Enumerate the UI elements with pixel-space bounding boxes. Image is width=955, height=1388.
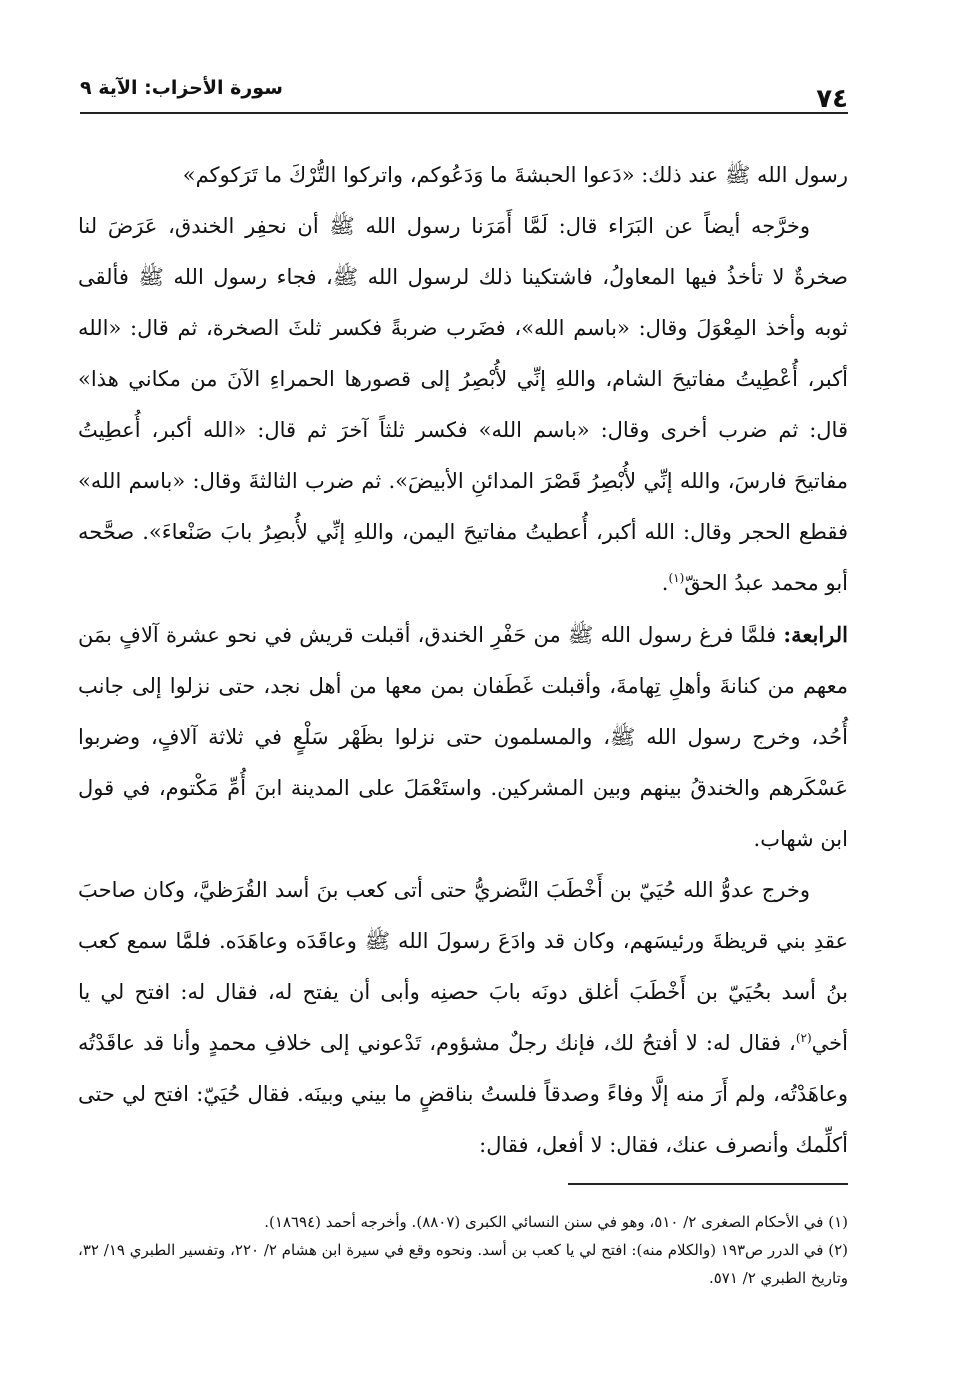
paragraph-1: رسول الله ﷺ عند ذلك: «دَعوا الحبشةَ ما وَدَعُوكم، واتركوا التُّرْكَ ما تَرَكوكم» [182, 163, 848, 187]
paragraph-4-text-b: ، فقال له: لا أفتحُ لك، فإنك رجلٌ مشؤوم، تَدْعوني إلى خلافِ محمدٍ وأنا قد عاقَدْتُه وعاهَدْتُه، ولم أَرَ منه إلَّا وفاءً وصدقاً فلستُ بناقضٍ ما بيني وبينَه. فقال حُيَيّ: افتح لي حتى أكلِّمك وأنصرف عنك، فقال: لا أفعل، فقال: [78, 1031, 848, 1157]
paragraph-2: وخرَّجه أيضاً عن البَرَاء قال: لَمَّا أَمَرَنا رسول الله ﷺ أن نحفِر الخندق، عَرَضَ لنا صخرةٌ لا تأخذُ فيها المعاولُ، فاشتكينا ذلك لرسول الله ﷺ، فجاء رسول الله ﷺ فألقى ثوبه وأخذ المِعْوَلَ وقال: «باسم الله»، فضَرب ضربةً فكسر ثلثَ الصخرة، ثم قال: «الله أكبر، أُعْطِيتُ مفاتيحَ الشام، واللهِ إنِّي لأُبْصِرُ إلى قصورها الحمراءِ الآنَ من مكاني هذا» قال: ثم ضرب أخرى وقال: «باسم الله» فكسر ثلثاً آخرَ ثم قال: «الله أكبر، أُعطِيتُ مفاتيحَ فارسَ، والله إنِّي لأُبْصِرُ قَصْرَ المدائنِ الأبيضَ». ثم ضرب الثالثةَ وقال: «باسم الله» فقطع الحجر وقال: الله أكبر، أُعطيتُ مفاتيحَ اليمن، واللهِ إنِّي لأُبصِرُ بابَ صَنْعاءَ». صحَّحه أبو محمد عبدُ الحقّ$^{(١)}$. [78, 214, 848, 595]
paragraph-3-lead: الرابعة: [783, 622, 848, 647]
page-header [80, 62, 848, 112]
paragraph-3 [78, 609, 848, 865]
paragraph-4-text-a: وخرج عدوُّ الله حُيَيّ بن أَخْطَبَ النَّضريُّ حتى أتى كعب بنَ أسد القُرَظيَّ، وكان صاحبَ عقدِ بني قريظةَ ورئيسَهم، وكان قد وادَعَ رسولَ الله ﷺ وعاقَدَه وعاهَدَه. فلمَّا سمع كعب بنُ أسد بحُيَيّ بن أَخْطَبَ أغلق دونَه بابَ حصنِه وأبى أن يفتح له، فقال له: افتح لي يا أخي [78, 878, 848, 1055]
footnote-ref-1[interactable]: (١) [668, 571, 685, 585]
paragraph-2-tail: صحَّحه أبو محمد عبدُ الحقّ [78, 520, 848, 595]
page-number: ٧٤ [816, 84, 848, 114]
main-text [78, 150, 848, 1171]
footnotes [78, 1208, 848, 1292]
footnote-ref-2[interactable]: (٢) [795, 1031, 812, 1045]
paragraph-2-text: وخرَّجه أيضاً عن البَرَاء قال: لَمَّا أَمَرَنا رسول الله ﷺ أن نحفِر الخندق، عَرَضَ لنا صخرةٌ لا تأخذُ فيها المعاولُ، فاشتكينا ذلك لرسول الله ﷺ، فجاء رسول الله ﷺ فألقى ثوبه وأخذ المِعْوَلَ وقال: «باسم الله»، فضَرب ضربةً فكسر ثلثَ الصخرة، ثم قال: «الله أكبر، أُعْطِيتُ مفاتيحَ الشام، واللهِ إنِّي لأُبْصِرُ إلى قصورها الحمراءِ الآنَ من مكاني هذا» قال: ثم ضرب أخرى وقال: «باسم الله» فكسر ثلثاً آخرَ ثم قال: «الله أكبر، أُعطِيتُ مفاتيحَ فارسَ، والله إنِّي لأُبْصِرُ قَصْرَ المدائنِ الأبيضَ». ثم ضرب الثالثةَ وقال: «باسم الله» فقطع الحجر وقال: الله أكبر، أُعطيتُ مفاتيحَ اليمن، واللهِ إنِّي لأُبصِرُ بابَ صَنْعاءَ». [78, 214, 848, 544]
footnote-rule [568, 1183, 848, 1185]
paragraph-4 [78, 865, 848, 1171]
footnote-2: (٢) في الدرر ص١٩٣ (والكلام منه): افتح لي يا كعب بن أسد. ونحوه وقع في سيرة ابن هشام ٢/ ٢٢٠، وتفسير الطبري ١٩/ ٣٢، وتاريخ الطبري ٢/ ٥٧١. [78, 1241, 849, 1287]
paragraph-3-text: فلمَّا فرغ رسول الله ﷺ من حَفْرِ الخندق، أقبلت قريش في نحو عشرة آلافٍ بمَن معهم من كنانةَ وأهلِ تِهامةَ، وأقبلت غَطَفان بمن معها من أهل نجد، حتى نزلوا إلى جانب أُحُد، وخرج رسول الله ﷺ، والمسلمون حتى نزلوا بظَهْر سَلْعٍ في ثلاثة آلافٍ، وضربوا عَسْكَرهم والخندقُ بينهم وبين المشركين. واستَعْمَلَ على المدينة ابنَ أُمِّ مَكْتوم، في قول ابن شهاب. [78, 623, 848, 851]
footnote-1: (١) في الأحكام الصغرى ٢/ ٥١٠، وهو في سنن النسائي الكبرى (٨٨٠٧). وأخرجه أحمد (١٨٦٩٤). [264, 1213, 848, 1231]
header-rule [80, 112, 848, 114]
running-title: سورة الأحزاب: الآية ٩ [80, 77, 283, 99]
